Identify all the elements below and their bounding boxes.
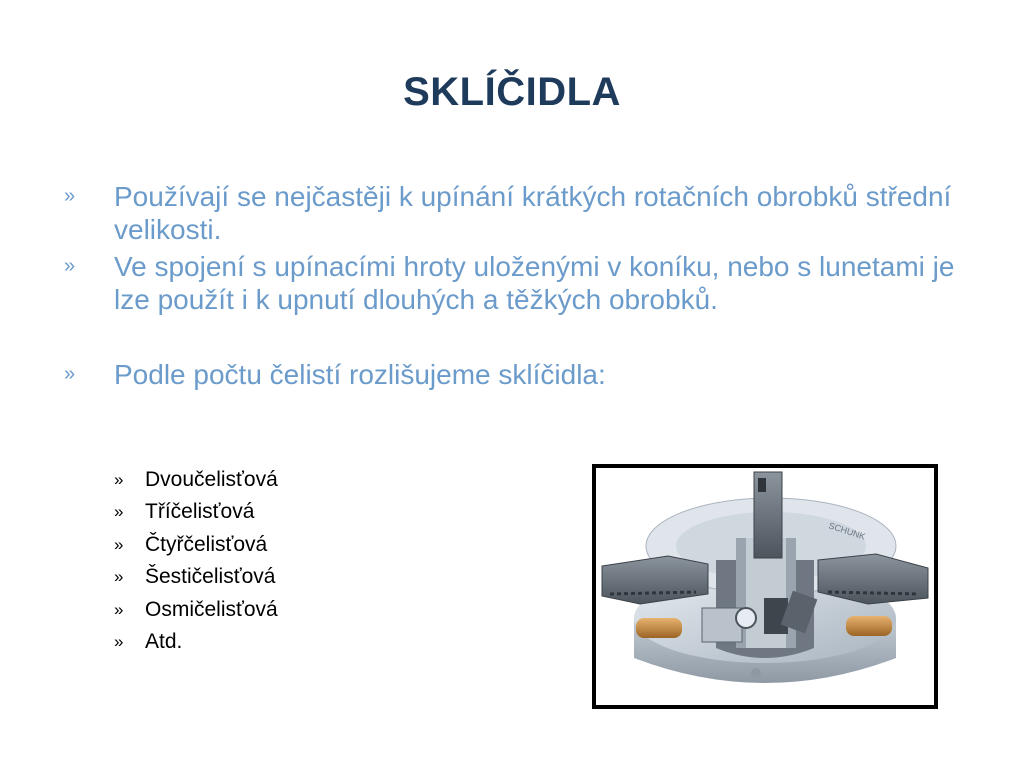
bullet-text: Podle počtu čelistí rozlišujeme sklíčidla: xyxy=(114,359,606,390)
bullet-marker: » xyxy=(114,470,124,489)
bullet-marker: » xyxy=(114,502,124,522)
bullet-marker: » xyxy=(64,363,76,385)
list-item xyxy=(114,626,534,658)
list-item-text: Atd. xyxy=(145,630,183,654)
bullet-item xyxy=(60,358,960,391)
list-item xyxy=(114,561,534,593)
bullet-item xyxy=(60,250,960,316)
bullet-item xyxy=(60,180,960,246)
svg-text:SCHUNK: SCHUNK xyxy=(827,520,867,542)
bullet-text: Používají se nejčastěji k upínání krátkých rotačních obrobků střední velikosti. xyxy=(114,181,952,245)
list-item-text: Dvoučelisťová xyxy=(145,468,278,491)
chuck-type-list xyxy=(114,464,534,658)
list-item-text: Tříčelisťová xyxy=(145,500,255,524)
bullet-marker: » xyxy=(64,185,76,207)
list-item xyxy=(114,496,534,528)
bullet-marker: » xyxy=(114,567,124,587)
chuck-illustration xyxy=(596,468,934,705)
list-item xyxy=(114,464,534,496)
bullet-marker: » xyxy=(114,599,124,619)
chuck-cutaway-image xyxy=(592,464,938,709)
bullet-marker: » xyxy=(114,534,124,554)
list-item-text: Šestičelisťová xyxy=(145,565,276,589)
list-item xyxy=(114,529,534,561)
list-item-text: Čtyřčelisťová xyxy=(145,532,268,556)
list-item-text: Osmičelisťová xyxy=(145,597,278,621)
bullet-list xyxy=(60,180,960,395)
bullet-marker: » xyxy=(114,632,124,652)
bullet-marker: » xyxy=(64,255,76,277)
bullet-text: Ve spojení s upínacími hroty uloženými v koníku, nebo s lunetami je lze použít i k upnutí dlouhých a těžkých obrobků. xyxy=(114,251,955,315)
list-item xyxy=(114,594,534,626)
slide-title: SKLÍČIDLA xyxy=(403,70,621,114)
